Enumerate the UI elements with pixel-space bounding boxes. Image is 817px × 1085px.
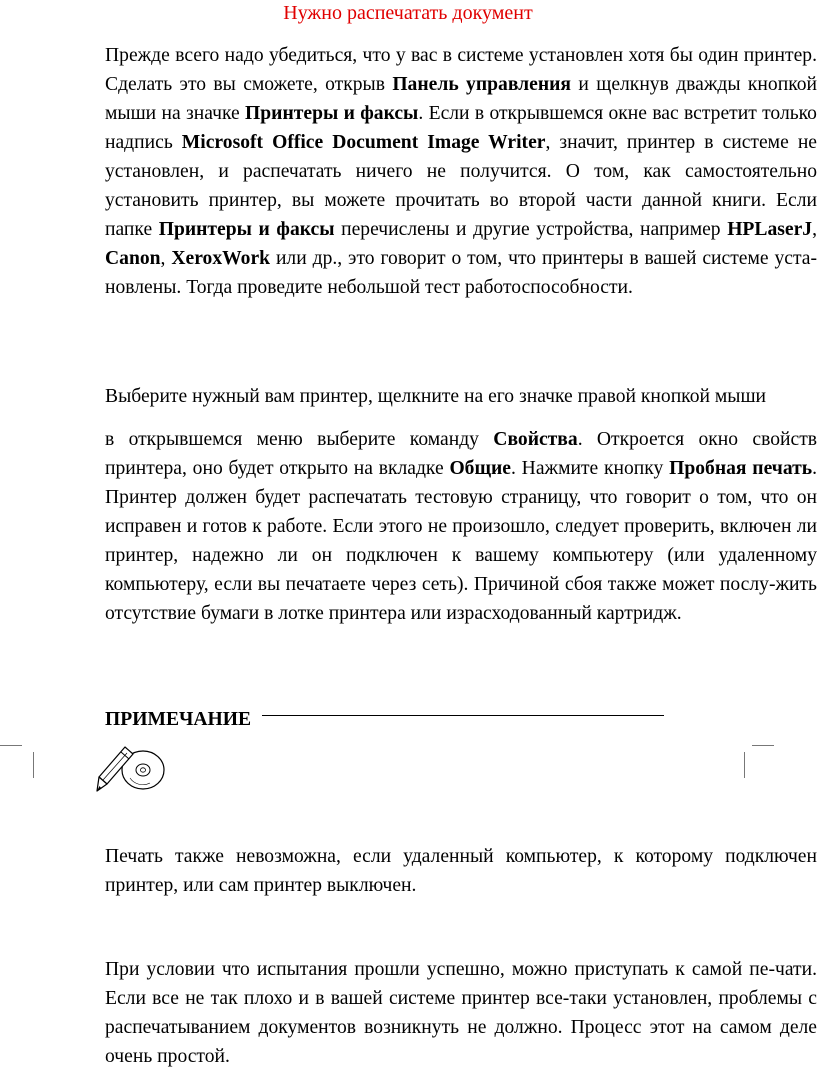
text-run: . Если в открывшемся окне вас встретит только надпись — [105, 103, 817, 153]
paragraph-printer-check — [105, 41, 817, 302]
text-run: или др., это говорит о том, что принтеры в вашей системе уста-новлены. Тогда проведите небольшой тест работоспособности. — [105, 248, 817, 298]
text-run: , — [160, 248, 172, 269]
paragraph-select-printer: Выберите нужный вам принтер, щелкните на его значке правой кнопкой мыши — [105, 386, 767, 407]
text-run: Прежде всего надо убедиться, что у вас в системе установлен хотя бы один принтер. Сделать это вы сможете, открыв — [105, 45, 817, 95]
margin-mark-left-vertical — [33, 752, 34, 778]
pencil-and-disc-icon — [95, 744, 167, 794]
paragraph-properties — [105, 425, 817, 628]
text-run: , значит, принтер в системе не установлен, и распечатать ничего не получится. О том, как самостоятельно установить принтер, вы можете прочитать во второй части данной книги. Если папке — [105, 132, 817, 240]
text-run: . Откроется окно свойств принтера, оно будет открыто на вкладке — [105, 429, 817, 479]
text-run: , — [812, 219, 817, 240]
margin-mark-right-horizontal — [752, 745, 774, 746]
note-heading: ПРИМЕЧАНИЕ — [105, 709, 252, 730]
bold-term: Пробная печать — [669, 458, 813, 479]
text-run: в открывшемся меню выберите команду — [105, 429, 494, 450]
document-title: Нужно распечатать документ — [283, 2, 533, 24]
margin-mark-left-horizontal — [0, 745, 22, 746]
text-run: . Нажмите кнопку — [511, 458, 670, 479]
bold-term: Панель управления — [392, 74, 572, 95]
bold-term: HPLaserJ — [727, 219, 813, 240]
paragraph-note-text: Печать также невозможна, если удаленный компьютер, к которому подключен принтер, или сам принтер выключен. — [105, 846, 817, 896]
bold-term: XeroxWork — [171, 248, 271, 269]
bold-term: Canon — [105, 248, 161, 269]
bold-term: Принтеры и факсы — [245, 103, 419, 124]
paragraph-test-success: При условии что испытания прошли успешно, можно приступать к самой пе-чати. Если все не так плохо и в вашей системе принтер все-таки установлен, проблемы с распечатыванием документов возникнуть не должно. Процесс этот на самом деле очень простой. — [105, 959, 817, 1067]
bold-term: Свойства — [493, 429, 578, 450]
bold-term: Принтеры и факсы — [158, 219, 335, 240]
margin-mark-right-vertical — [744, 752, 745, 778]
text-run: . Принтер должен будет распечатать тестовую страницу, что говорит о том, что он исправен и готов к работе. Если этого не произошло, следует проверить, включен ли принтер, надежно ли он подключен к вашему компьютеру (или удаленному компьютеру, если вы печатаете через сеть). Причиной сбоя также может послу-жить отсутствие бумаги в лотке принтера или израсходованный картридж. — [105, 458, 817, 624]
text-run: перечислены и другие устройства, например — [334, 219, 728, 240]
note-rule — [262, 715, 664, 716]
text-run: и щелкнув дважды кнопкой мыши на значке — [105, 74, 817, 124]
bold-term: Microsoft Office Document Image Writer — [181, 132, 546, 153]
bold-term: Общие — [449, 458, 512, 479]
